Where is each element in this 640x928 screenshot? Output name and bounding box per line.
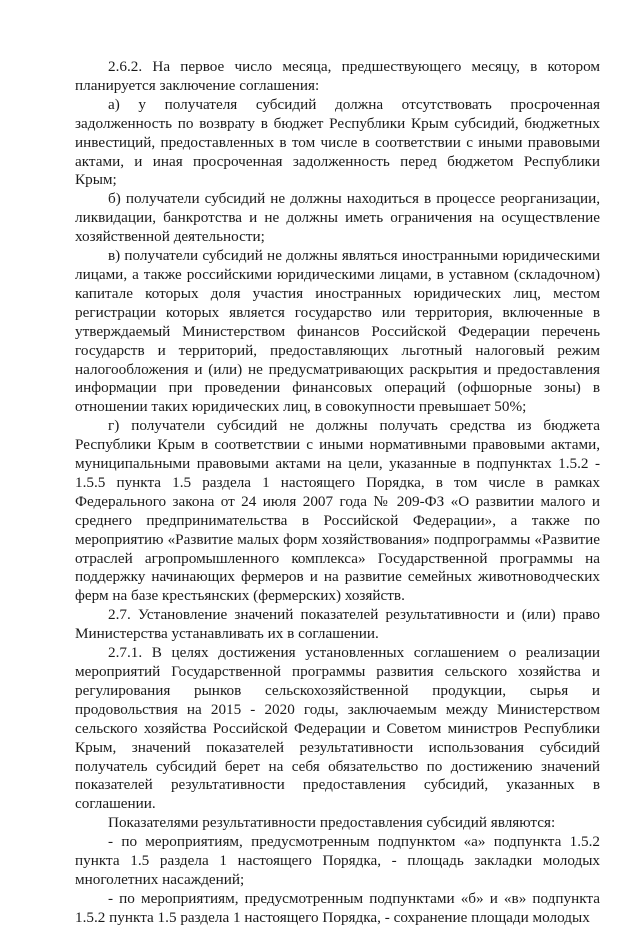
paragraph-item-v: в) получатели субсидий не должны являться иностранными юридическими лицами, а также российскими юридическими лицами, в уставном (складочном) капитале которых доля участия иностранных юридических лиц, местом регистрации которых является государство или территория, включенные в утверждаемый Министерством финансов Российской Федерации перечень государств и территорий, предоставляющих льготный налоговый режим налогообложения и (или) не предусматривающих раскрытия и предоставления информации при проведении финансовых операций (офшорные зоны) в отношении таких юридических лиц, в совокупности превышает 50%; bbox=[75, 247, 600, 416]
paragraph-item-g: г) получатели субсидий не должны получать средства из бюджета Республики Крым в соответствии с иными нормативными правовыми актами, муниципальными правовыми актами на цели, указанные в подпунктах 1.5.2 - 1.5.5 пункта 1.5 раздела 1 настоящего Порядка, в том числе в рамках Федерального закона от 24 июля 2007 года № 209-ФЗ «О развитии малого и среднего предпринимательства в Российской Федерации», а также по мероприятию «Развитие малых форм хозяйствования» подпрограммы «Развитие отраслей агропромышленного комплекса» Государственной программы на поддержку начинающих фермеров и на развитие семейных животноводческих ферм на базе крестьянских (фермерских) хозяйств. bbox=[75, 417, 600, 605]
paragraph-indicator-2: - по мероприятиям, предусмотренным подпунктами «б» и «в» подпункта 1.5.2 пункта 1.5 раздела 1 настоящего Порядка, - сохранение площади молодых bbox=[75, 889, 600, 926]
paragraph-2-7-1: 2.7.1. В целях достижения установленных соглашением о реализации мероприятий Государственной программы развития сельского хозяйства и регулирования рынков сельскохозяйственной продукции, сырья и продовольствия на 2015 - 2020 годы, заключаемым между Министерством сельского хозяйства Российской Федерации и Советом министров Республики Крым, значений показателей результативности использования субсидий получатель субсидий берет на себя обязательство по достижению значений показателей результативности предоставления субсидий, указанных в соглашении. bbox=[75, 644, 600, 813]
paragraph-item-b: б) получатели субсидий не должны находиться в процессе реорганизации, ликвидации, банкротства и не должны иметь ограничения на осуществление хозяйственной деятельности; bbox=[75, 190, 600, 246]
paragraph-indicator-1: - по мероприятиям, предусмотренным подпунктом «а» подпункта 1.5.2 пункта 1.5 раздела 1 настоящего Порядка, - площадь закладки молодых многолетних насаждений; bbox=[75, 833, 600, 888]
paragraph-indicators-intro: Показателями результативности предоставления субсидий являются: bbox=[108, 814, 556, 832]
paragraph-2-7: 2.7. Установление значений показателей результативности и (или) право Министерства устанавливать их в соглашении. bbox=[75, 606, 600, 643]
document-page bbox=[75, 58, 600, 928]
paragraph-item-a: а) у получателя субсидий должна отсутствовать просроченная задолженность по возврату в бюджет Республики Крым субсидий, бюджетных инвестиций, предоставленных в том числе в соответствии с иными правовыми актами, и иная просроченная задолженность перед бюджетом Республики Крым; bbox=[75, 95, 600, 189]
paragraph-2-6-2: 2.6.2. На первое число месяца, предшествующего месяцу, в котором планируется заключение соглашения: bbox=[75, 58, 600, 94]
